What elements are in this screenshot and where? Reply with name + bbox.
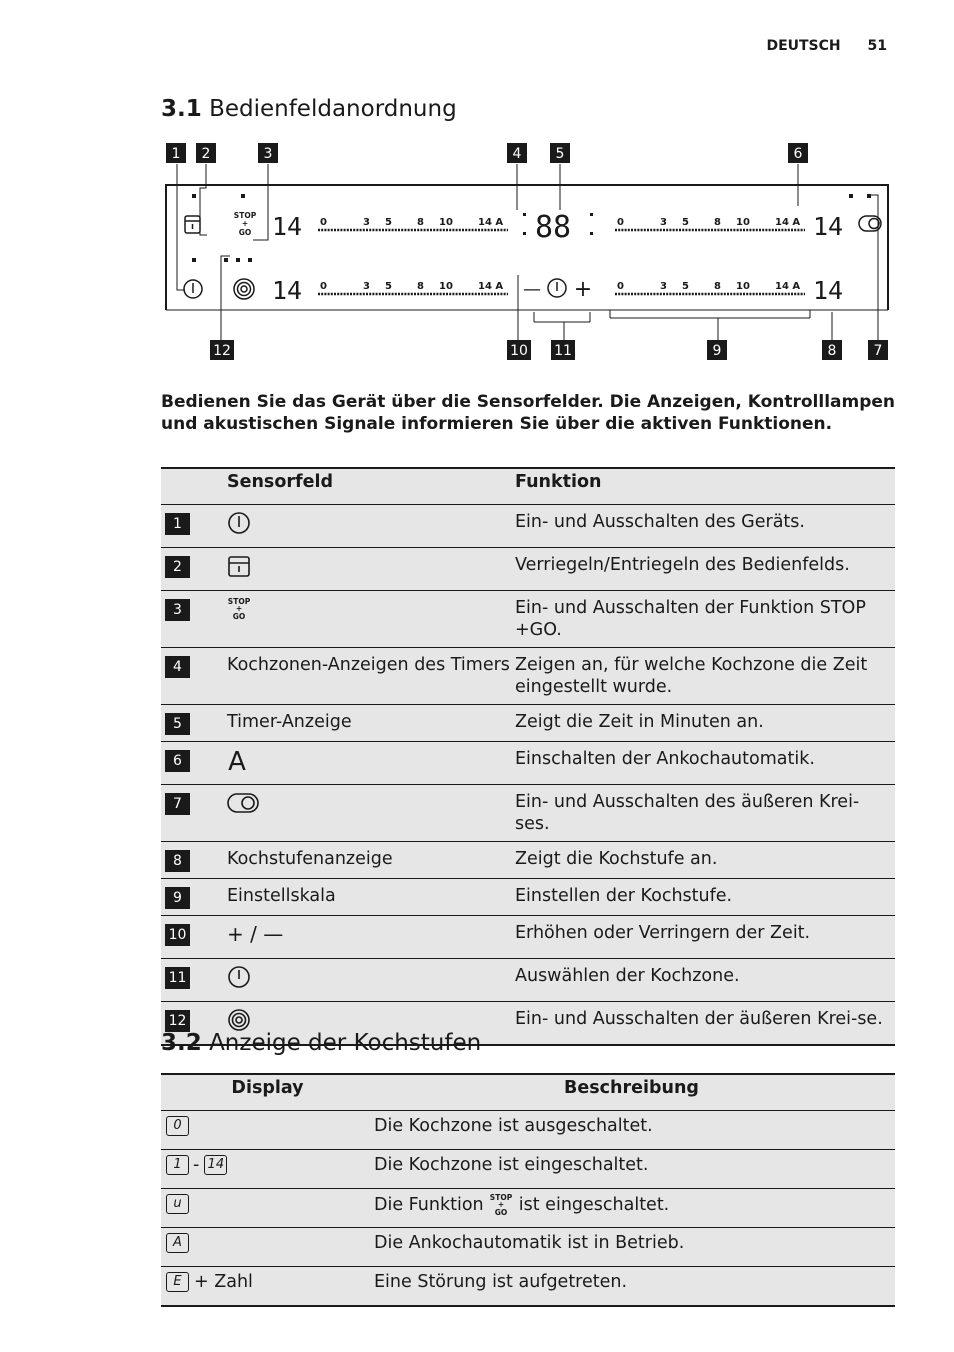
svg-text:8: 8 [714, 217, 721, 228]
table-row [161, 785, 895, 842]
svg-text:STOP: STOP [233, 211, 257, 220]
svg-text:11: 11 [554, 343, 572, 359]
display-cell [161, 1189, 374, 1228]
display-table [161, 1073, 895, 1307]
stop-go-icon [234, 211, 257, 237]
function-cell: Ein- und Ausschalten der äußeren Krei-se. [515, 1002, 895, 1046]
svg-text:+: + [241, 219, 249, 228]
callout-9 [707, 340, 727, 360]
row-number-badge: 10 [165, 924, 190, 946]
svg-text:5: 5 [555, 146, 565, 162]
sensor-table [161, 467, 895, 1046]
stop-go-icon [227, 597, 253, 621]
table-row [161, 1150, 895, 1189]
timer-select-icon [227, 965, 253, 989]
svg-text:5: 5 [385, 281, 392, 292]
callout-6 [788, 143, 808, 163]
table-row [161, 1267, 895, 1307]
svg-text:2: 2 [201, 146, 211, 162]
row-number-badge: 7 [165, 793, 190, 815]
row-number-cell [161, 591, 227, 648]
svg-text:+: + [498, 1200, 505, 1209]
callout-1 [166, 143, 186, 163]
table-row [161, 505, 895, 548]
svg-text:8: 8 [714, 281, 721, 292]
header-function: Funktion [515, 468, 895, 505]
row-number-cell [161, 916, 227, 959]
lock-icon [185, 216, 200, 233]
plus-minus-icon [227, 922, 297, 946]
svg-text:3: 3 [660, 281, 667, 292]
sensor-cell: Einstellskala [227, 879, 515, 916]
segment-display: A [166, 1233, 189, 1253]
row-number-badge: 3 [165, 599, 190, 621]
row-number-cell [161, 879, 227, 916]
callout-7 [868, 340, 888, 360]
function-cell: Zeigt die Kochstufe an. [515, 842, 895, 879]
svg-text:4: 4 [512, 146, 522, 162]
display-table-header [161, 1074, 895, 1111]
svg-text:14 A: 14 A [775, 281, 801, 292]
svg-text:12: 12 [213, 343, 231, 359]
table-row [161, 1111, 895, 1150]
page-number: 51 [867, 38, 887, 54]
timer-select-icon [548, 279, 566, 297]
svg-text:STOP: STOP [490, 1193, 513, 1202]
svg-text:5: 5 [682, 217, 689, 228]
timer-display: 88 [535, 210, 572, 245]
svg-text:14 A: 14 A [478, 217, 504, 228]
sensor-cell: Timer-Anzeige [227, 705, 515, 742]
callouts [166, 143, 888, 360]
table-row [161, 742, 895, 785]
control-panel-diagram [160, 140, 900, 370]
svg-text:STOP: STOP [227, 597, 251, 606]
sensor-cell [227, 785, 515, 842]
row-number-cell [161, 742, 227, 785]
minus-icon: — [523, 279, 541, 300]
function-cell: Zeigen an, für welche Kochzone die Zeit eingestellt wurde. [515, 648, 895, 705]
svg-text:GO: GO [494, 1208, 508, 1217]
power-icon [184, 280, 202, 298]
function-cell: Auswählen der Kochzone. [515, 959, 895, 1002]
row-number-badge: 12 [165, 1010, 190, 1032]
intro-text: Bedienen Sie das Gerät über die Sensorfelder. Die Anzeigen, Kontrolllampen und akustischen Signale informieren Sie über die aktiven Funktionen. [161, 392, 896, 434]
svg-text:3: 3 [363, 281, 370, 292]
row-number-cell [161, 705, 227, 742]
row-number-badge: 11 [165, 967, 190, 989]
section-number: 3.1 [161, 96, 202, 122]
callout-2 [196, 143, 216, 163]
section-title-text: Bedienfeldanordnung [209, 96, 457, 122]
section-number: 3.2 [161, 1030, 202, 1056]
callout-10 [507, 340, 531, 360]
sensor-cell [227, 591, 515, 648]
segment-display: 1 [166, 1155, 189, 1175]
function-cell: Ein- und Ausschalten des Geräts. [515, 505, 895, 548]
display-suffix: + Zahl [194, 1272, 253, 1292]
row-number-badge: 4 [165, 656, 190, 678]
scale-4 [615, 281, 805, 294]
table-row [161, 648, 895, 705]
language-label: DEUTSCH [766, 38, 841, 54]
svg-text:3: 3 [263, 146, 273, 162]
display-zone-2: 14 [272, 276, 303, 305]
section-title-text: Anzeige der Kochstufen [209, 1030, 482, 1056]
table-row [161, 959, 895, 1002]
display-cell [161, 1228, 374, 1267]
row-number-badge: 5 [165, 713, 190, 735]
row-number-cell [161, 842, 227, 879]
svg-text:10: 10 [736, 281, 750, 292]
scale-1 [318, 217, 508, 230]
callout-5 [550, 143, 570, 163]
svg-text:10: 10 [439, 281, 453, 292]
display-zone-4: 14 [813, 276, 844, 305]
description-cell [374, 1111, 895, 1150]
svg-text:0: 0 [617, 217, 624, 228]
display-cell [161, 1150, 374, 1189]
function-cell: Einstellen der Kochstufe. [515, 879, 895, 916]
scale-2 [318, 281, 508, 294]
svg-text:GO: GO [238, 228, 252, 237]
svg-text:8: 8 [417, 217, 424, 228]
display-zone-1: 14 [272, 212, 303, 241]
svg-text:1: 1 [171, 146, 181, 162]
svg-text:0: 0 [320, 217, 327, 228]
svg-text:9: 9 [712, 343, 722, 359]
function-cell: Ein- und Ausschalten der Funktion STOP +GO. [515, 591, 895, 648]
stop-go-icon [489, 1193, 513, 1217]
svg-text:0: 0 [617, 281, 624, 292]
function-cell: Erhöhen oder Verringern der Zeit. [515, 916, 895, 959]
svg-text:8: 8 [417, 281, 424, 292]
svg-text:GO: GO [232, 612, 246, 621]
svg-text:7: 7 [873, 343, 883, 359]
svg-text:+ / —: + / — [227, 922, 284, 946]
sensor-table-header [161, 468, 895, 505]
display-zone-3: 14 [813, 212, 844, 241]
row-number-badge: 6 [165, 750, 190, 772]
segment-display: u [166, 1194, 189, 1214]
description-text: Die Ankochautomatik ist in Betrieb. [374, 1233, 685, 1253]
callout-12 [210, 340, 234, 360]
table-row [161, 705, 895, 742]
callout-3 [258, 143, 278, 163]
display-cell [161, 1111, 374, 1150]
table-row [161, 1228, 895, 1267]
header-description: Beschreibung [374, 1074, 895, 1111]
row-number-cell [161, 648, 227, 705]
segment-display: 14 [204, 1155, 227, 1175]
svg-text:3: 3 [363, 217, 370, 228]
header-sensor: Sensorfeld [227, 468, 515, 505]
table-row [161, 916, 895, 959]
lock-icon [227, 554, 253, 578]
plus-icon: + [573, 277, 593, 302]
svg-text:10: 10 [510, 343, 528, 359]
segment-display: 0 [166, 1116, 189, 1136]
description-text: Eine Störung ist aufgetreten. [374, 1272, 628, 1292]
description-cell [374, 1189, 895, 1228]
function-cell: Einschalten der Ankochautomatik. [515, 742, 895, 785]
svg-text:A: A [228, 748, 246, 772]
row-number-cell [161, 548, 227, 591]
header-display: Display [161, 1074, 374, 1111]
table-row [161, 842, 895, 879]
description-post: ist eingeschaltet. [518, 1195, 670, 1215]
letter-a-icon [227, 748, 253, 772]
outer-ring-icon [227, 791, 261, 815]
table-row [161, 1189, 895, 1228]
svg-text:14 A: 14 A [478, 281, 504, 292]
function-cell: Ein- und Ausschalten des äußeren Krei-ses. [515, 785, 895, 842]
dual-zone-icon [227, 1008, 253, 1032]
svg-text:5: 5 [385, 217, 392, 228]
scale-3 [615, 217, 805, 230]
row-number-cell [161, 505, 227, 548]
svg-text:6: 6 [793, 146, 803, 162]
svg-text:+: + [235, 604, 243, 613]
callout-11 [551, 340, 575, 360]
row-number-badge: 2 [165, 556, 190, 578]
description-cell [374, 1150, 895, 1189]
row-number-badge: 8 [165, 850, 190, 872]
dual-zone-icon [234, 279, 254, 299]
section-title-panel-layout [161, 96, 457, 122]
display-cell [161, 1267, 374, 1307]
callout-8 [822, 340, 842, 360]
description-cell [374, 1267, 895, 1307]
leader-lines [177, 164, 878, 340]
svg-text:14 A: 14 A [775, 217, 801, 228]
sensor-cell [227, 548, 515, 591]
svg-text:8: 8 [827, 343, 837, 359]
section-title-power-levels [161, 1030, 481, 1056]
row-number-badge: 1 [165, 513, 190, 535]
table-row [161, 548, 895, 591]
description-text: Die Kochzone ist eingeschaltet. [374, 1155, 649, 1175]
row-number-cell [161, 959, 227, 1002]
sensor-cell [227, 916, 515, 959]
function-cell: Verriegeln/Entriegeln des Bedienfelds. [515, 548, 895, 591]
display-separator: - [193, 1155, 200, 1175]
table-row [161, 879, 895, 916]
sensor-cell [227, 959, 515, 1002]
svg-text:10: 10 [736, 217, 750, 228]
power-icon [227, 511, 253, 535]
sensor-cell [227, 505, 515, 548]
svg-text:3: 3 [660, 217, 667, 228]
segment-display: E [166, 1272, 189, 1292]
description-cell [374, 1228, 895, 1267]
sensor-cell: Kochstufenanzeige [227, 842, 515, 879]
page-header [744, 38, 887, 54]
svg-text:10: 10 [439, 217, 453, 228]
sensor-cell [227, 742, 515, 785]
callout-4 [507, 143, 527, 163]
function-cell: Zeigt die Zeit in Minuten an. [515, 705, 895, 742]
description-text: Die Kochzone ist ausgeschaltet. [374, 1116, 653, 1136]
description-pre: Die Funktion [374, 1195, 484, 1215]
table-row [161, 591, 895, 648]
svg-text:5: 5 [682, 281, 689, 292]
sensor-cell: Kochzonen-Anzeigen des Timers [227, 648, 515, 705]
svg-text:0: 0 [320, 281, 327, 292]
row-number-cell [161, 785, 227, 842]
row-number-badge: 9 [165, 887, 190, 909]
